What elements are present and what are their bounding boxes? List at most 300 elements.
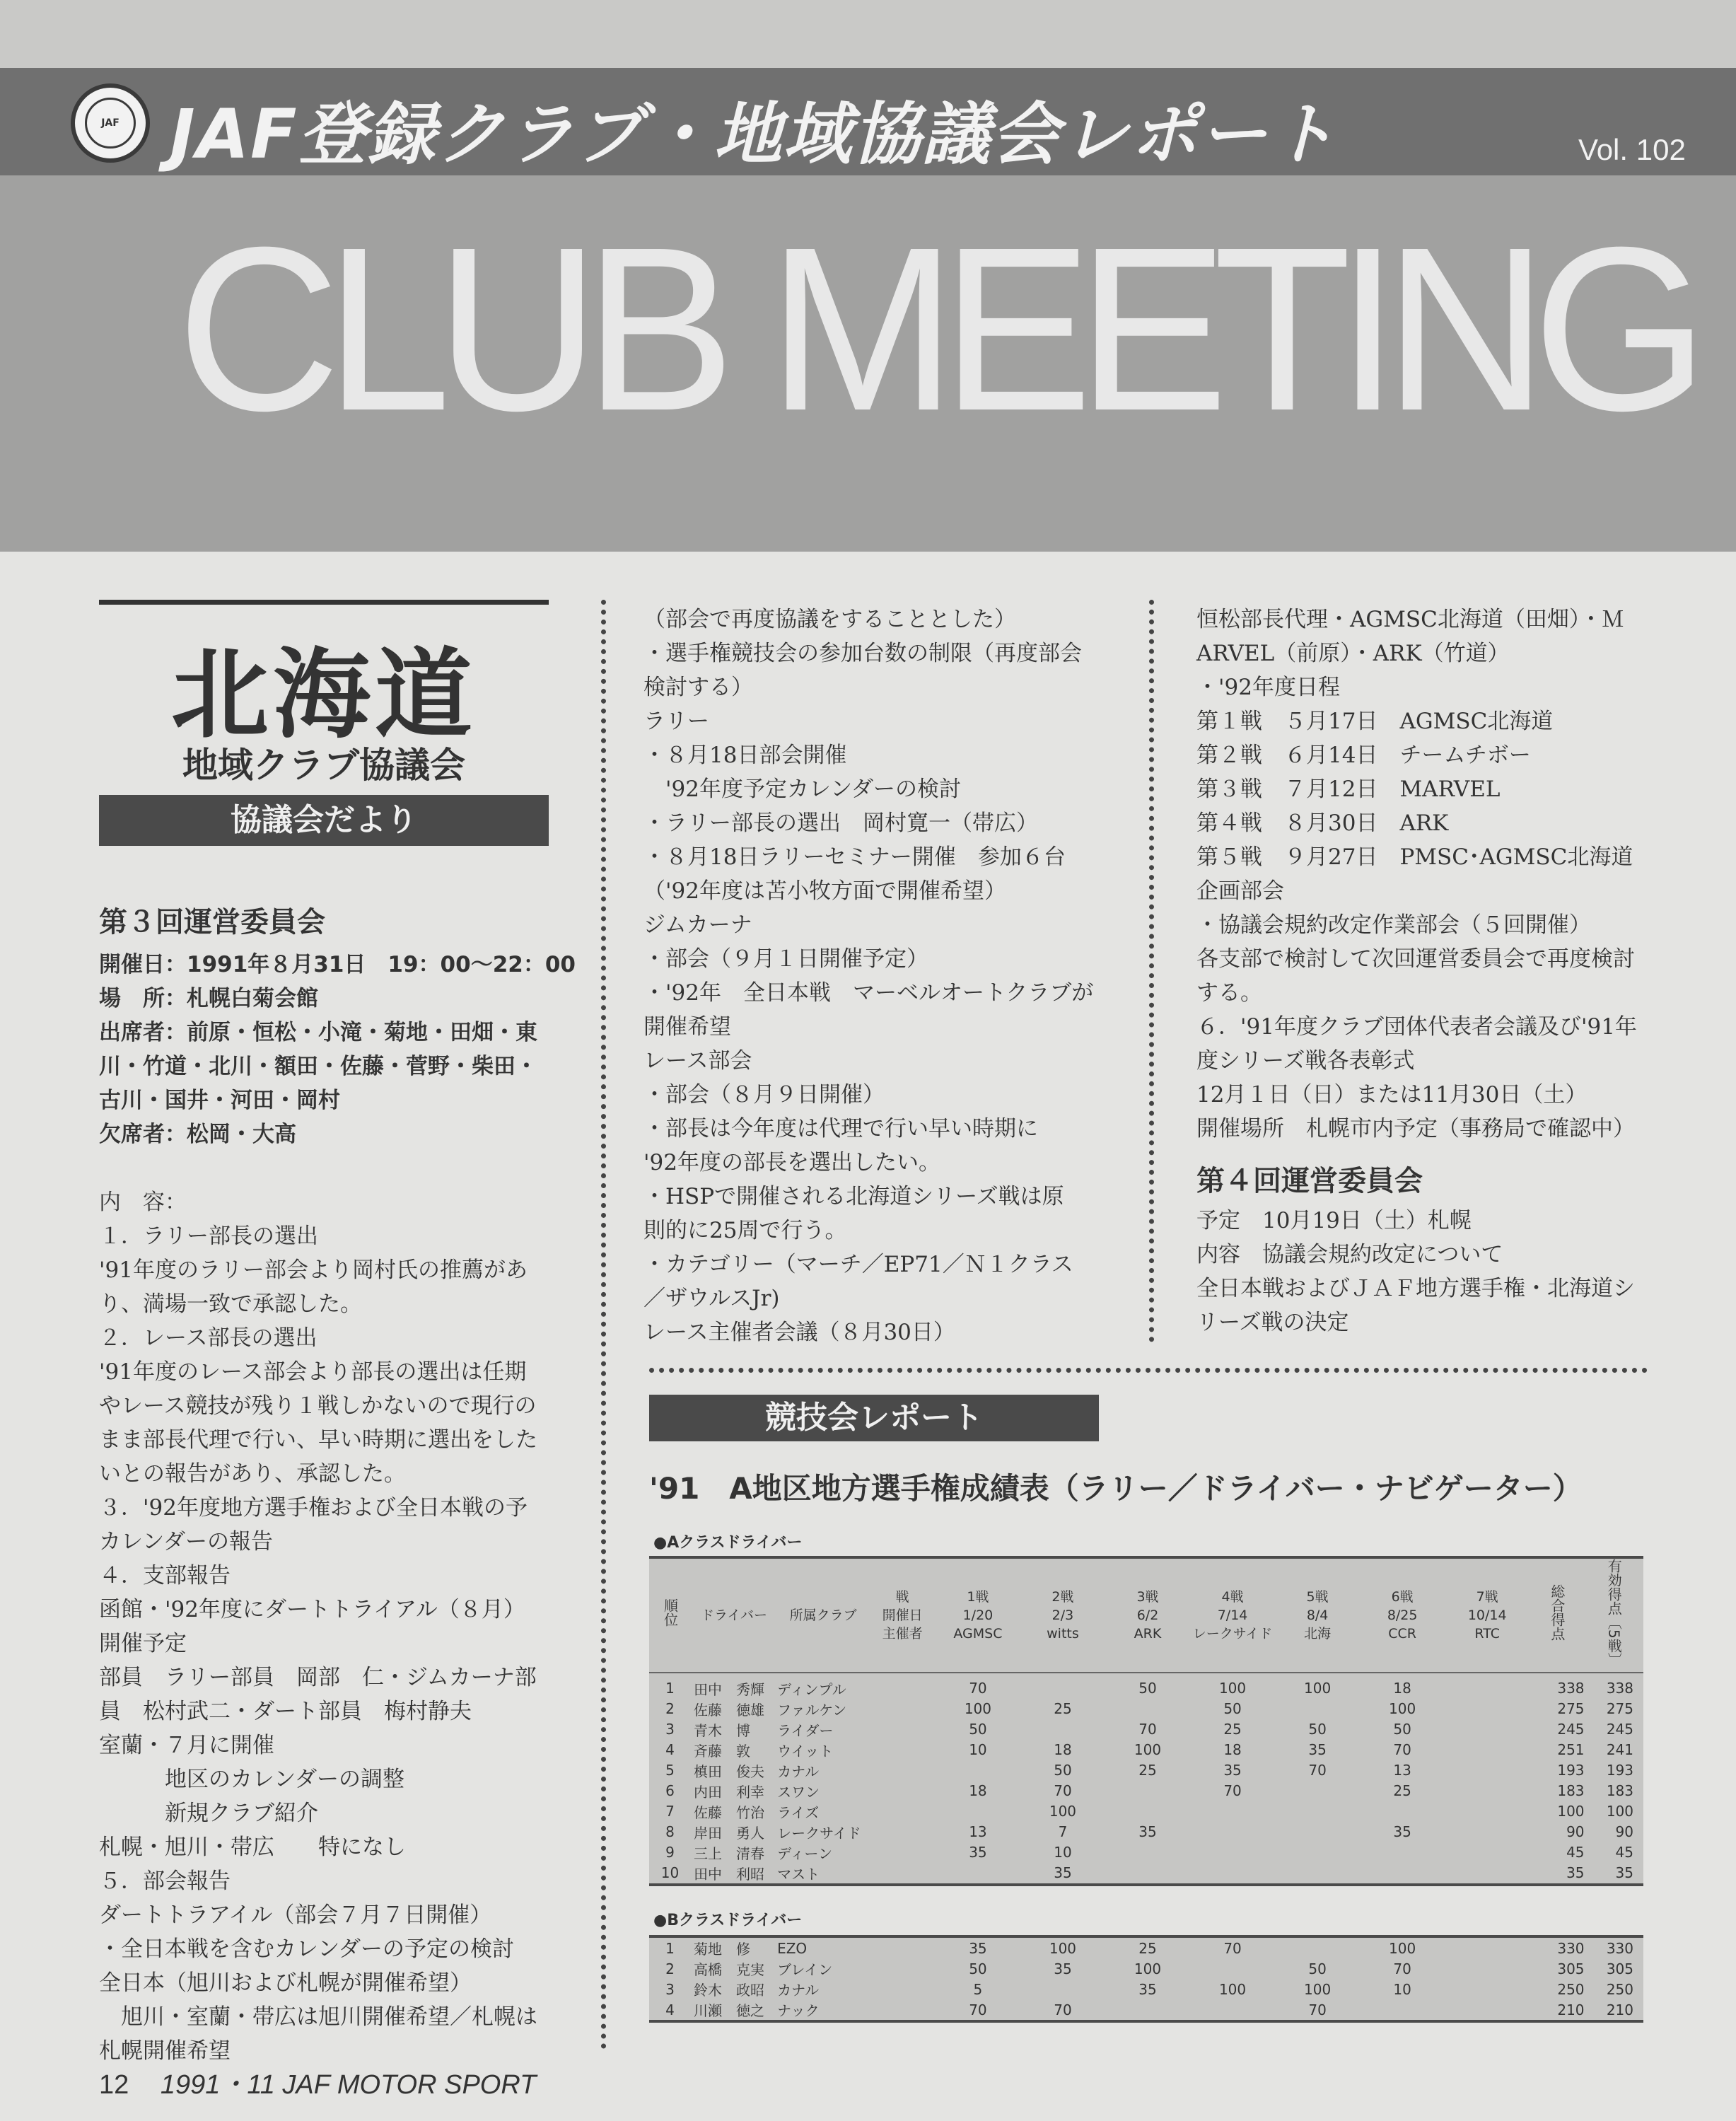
column-3-line: 開催場所 札幌市内予定（事務局で確認中） [1196, 1116, 1635, 1141]
score-cell [1360, 1842, 1445, 1863]
column-2-line: 則的に25周で行う。 [643, 1218, 847, 1243]
meeting4-heading: 第４回運営委員会 [1196, 1165, 1423, 1197]
hero-title: CLUB MEETING [177, 198, 1694, 459]
rank-cell: 3 [665, 1721, 675, 1738]
total-cell: 245 [1557, 1721, 1585, 1738]
column-2-line: 開催希望 [643, 1014, 731, 1040]
column-1-line: ダートトラアイル（部会７月７日開催） [99, 1902, 492, 1928]
column-1-line: 室蘭・７月に開催 [99, 1733, 274, 1758]
club-cell: ナック [777, 2002, 820, 2019]
column-2-line: （部会で再度協議をすることとした） [643, 607, 1016, 632]
score-cell [1445, 1678, 1530, 1699]
page-number: 12 [99, 2070, 129, 2100]
column-3-line: ６．'91年度クラブ団体代表者会議及び'91年 [1196, 1014, 1637, 1040]
score-cell [1445, 1719, 1530, 1740]
column-3-line: 12月１日（日）または11月30日（土） [1196, 1082, 1588, 1108]
meeting3-info-line: 古川・国井・河田・岡村 [99, 1088, 340, 1113]
table-row [649, 1979, 1643, 1999]
total-cell: 183 [1557, 1782, 1585, 1800]
column-3-line: 企画部会 [1196, 878, 1284, 904]
total-cell: 305 [1557, 1960, 1585, 1977]
score-cell [1190, 1863, 1275, 1883]
table-row [649, 1938, 1643, 1958]
spacer-cell [869, 1842, 936, 1863]
score-cell [1275, 1938, 1360, 1958]
column-1-line: ・全日本戦を含むカレンダーの予定の検討 [99, 1936, 514, 1962]
score-cell [1020, 1678, 1105, 1699]
column-3-line: ARVEL（前原）・ARK（竹道） [1196, 641, 1510, 666]
score-cell [1105, 1842, 1190, 1863]
score-cell: 18 [1223, 1741, 1242, 1759]
score-cell: 18 [1393, 1680, 1411, 1697]
column-2-line: ・'92年 全日本戦 マーベルオートクラブが [643, 980, 1094, 1006]
rank-cell: 10 [660, 1864, 680, 1882]
region-rule [99, 600, 549, 605]
column-2-line: '92年度予定カレンダーの検討 [643, 777, 961, 802]
valid-cell: 193 [1606, 1762, 1633, 1779]
column-2-line: ・８月18日ラリーセミナー開催 参加６台 [643, 844, 1066, 870]
column-1-line: 札幌・旭川・帯広 特になし [99, 1835, 406, 1860]
column-3-line: 第２戦 ６月14日 チームチボー [1196, 743, 1531, 768]
driver-cell: 佐藤 竹治 [694, 1803, 764, 1821]
class-b-title: ●Bクラスドライバー [653, 1912, 803, 1929]
spacer-cell [869, 1801, 936, 1822]
class-b-table [649, 1935, 1643, 2023]
region-section-box: 協議会だより [99, 795, 549, 846]
score-cell: 100 [964, 1700, 991, 1718]
score-cell: 70 [1393, 1960, 1411, 1977]
driver-cell: 岸田 勇人 [694, 1824, 764, 1842]
column-1-line: 新規クラブ紹介 [99, 1801, 318, 1826]
column-3-line: ・協議会規約改定作業部会（５回開催） [1196, 912, 1591, 938]
score-cell [1445, 1999, 1530, 2020]
column-1-line: '91年度のラリー部会より岡村氏の推薦があ [99, 1257, 528, 1283]
event-header-5: 5戦 8/4 北海 [1275, 1559, 1360, 1673]
score-cell: 100 [1218, 1680, 1247, 1697]
column-3-line: ・'92年度日程 [1196, 675, 1340, 700]
score-cell: 70 [1308, 2001, 1327, 2018]
score-cell [1275, 1863, 1360, 1883]
column-3-line: 恒松部長代理・AGMSC北海道（田畑）・Ｍ [1196, 607, 1624, 632]
score-cell [1445, 1760, 1530, 1781]
table-row [649, 1719, 1643, 1740]
column-2-line: ・部会（８月９日開催） [643, 1082, 885, 1108]
results-table-title: '91 A地区地方選手権成績表（ラリー／ドライバー・ナビゲーター） [649, 1471, 1583, 1506]
column-3-line: 第５戦 ９月27日 PMSC･AGMSC北海道 [1196, 844, 1633, 870]
score-cell: 10 [1054, 1844, 1072, 1861]
score-cell [1360, 1999, 1445, 2020]
club-cell: ファルケン [777, 1701, 847, 1719]
region-subtitle: 地域クラブ協議会 [182, 745, 465, 786]
table-row [649, 1822, 1643, 1842]
score-cell: 70 [1223, 1782, 1242, 1800]
event-header-7: 7戦 10/14 RTC [1445, 1559, 1530, 1673]
column-1-line: 内 容： [99, 1190, 187, 1215]
event-header-6: 6戦 8/25 CCR [1360, 1559, 1445, 1673]
club-cell: ディーン [777, 1844, 833, 1862]
score-cell: 50 [1393, 1721, 1411, 1738]
column-2-line: ・ラリー部長の選出 岡村寛一（帯広） [643, 810, 1038, 836]
score-cell [1360, 1801, 1445, 1822]
score-cell: 25 [1054, 1700, 1072, 1718]
column-1-line: '91年度のレース部会より部長の選出は任期 [99, 1359, 527, 1385]
event-header-4: 4戦 7/14 レークサイド [1190, 1559, 1275, 1673]
column-1-line: ２．レース部長の選出 [99, 1325, 318, 1351]
club-cell: ブレイン [777, 1961, 833, 1978]
spacer-cell [869, 1822, 936, 1842]
total-cell: 100 [1557, 1803, 1585, 1820]
valid-cell: 90 [1615, 1823, 1633, 1841]
driver-header: ドライバー [691, 1559, 777, 1673]
column-1-line: 全日本（旭川および札幌が開催希望） [99, 1970, 472, 1996]
column-2-line: ラリー [643, 709, 709, 734]
score-cell: 35 [1054, 1864, 1072, 1882]
driver-cell: 青木 博 [694, 1721, 750, 1739]
valid-cell: 183 [1606, 1782, 1633, 1800]
club-cell: スワン [777, 1783, 820, 1801]
table-row [649, 1863, 1643, 1883]
score-cell: 50 [1054, 1762, 1072, 1779]
valid-cell: 305 [1606, 1960, 1633, 1977]
score-cell: 70 [969, 2001, 987, 2018]
spacer-cell [869, 1958, 936, 1979]
column-1-line: 函館・'92年度にダートトライアル（８月） [99, 1597, 525, 1622]
score-cell [1020, 1979, 1105, 1999]
score-cell: 35 [1054, 1960, 1072, 1977]
score-cell [1445, 1781, 1530, 1801]
meeting4-line: リーズ戦の決定 [1196, 1310, 1349, 1335]
driver-cell: 斉藤 敦 [694, 1742, 750, 1760]
column-2-line: ・選手権競技会の参加台数の制限（再度部会 [643, 641, 1082, 666]
column-divider-1 [601, 600, 606, 2050]
column-3-text [1196, 603, 1637, 1146]
column-1-line: 開催予定 [99, 1631, 187, 1656]
score-cell [1445, 1938, 1530, 1958]
score-cell: 25 [1393, 1782, 1411, 1800]
driver-cell: 高橋 克実 [694, 1961, 764, 1978]
score-cell: 25 [1138, 1762, 1157, 1779]
column-3-line: する。 [1196, 980, 1262, 1006]
rank-cell: 6 [665, 1782, 675, 1800]
valid-cell: 275 [1606, 1700, 1633, 1718]
score-cell: 100 [1389, 1700, 1416, 1718]
score-cell [1105, 1699, 1190, 1719]
total-cell: 250 [1557, 1980, 1585, 1998]
class-a-table [649, 1556, 1643, 1886]
club-cell: ウイット [777, 1742, 834, 1760]
driver-cell: 槙田 俊夫 [694, 1762, 764, 1780]
score-cell: 70 [969, 1680, 987, 1697]
score-cell [1275, 1781, 1360, 1801]
score-cell: 70 [1054, 2001, 1072, 2018]
score-cell: 100 [1304, 1980, 1332, 1998]
table-row [649, 1760, 1643, 1781]
meeting4-line: 全日本戦およびＪＡＦ地方選手権・北海道シ [1196, 1276, 1635, 1301]
club-cell: EZO [777, 1939, 808, 1957]
valid-cell: 338 [1606, 1680, 1633, 1697]
valid-cell: 35 [1615, 1864, 1633, 1882]
column-1-line: 旭川・室蘭・帯広は旭川開催希望／札幌は [99, 2004, 537, 2030]
total-cell: 330 [1557, 1939, 1585, 1957]
total-cell: 193 [1557, 1762, 1585, 1779]
rank-cell: 1 [665, 1680, 675, 1697]
report-title: JAF登録クラブ・地域協議会レポート [170, 95, 1338, 174]
column-2-line: ・部会（９月１日開催予定） [643, 946, 928, 972]
column-3-line: 度シリーズ戦各表彰式 [1196, 1048, 1415, 1074]
score-cell: 35 [1393, 1823, 1411, 1841]
score-cell: 35 [1138, 1980, 1157, 1998]
spacer-cell [869, 1719, 936, 1740]
meeting3-info-line: 出席者：前原・恒松・小滝・菊地・田畑・東 [99, 1020, 537, 1045]
column-2-line: ・HSPで開催される北海道シリーズ戦は原 [643, 1184, 1064, 1209]
score-cell: 100 [1304, 1680, 1332, 1697]
column-1-line: ４．支部報告 [99, 1563, 231, 1588]
column-1-line: ３．'92年度地方選手権および全日本戦の予 [99, 1495, 528, 1521]
column-1-line: やレース競技が残り１戦しかないので現行の [99, 1393, 537, 1419]
club-cell: ディンプル [777, 1680, 846, 1698]
score-cell [1190, 1842, 1275, 1863]
spacer-cell [869, 1678, 936, 1699]
column-1-text [99, 1151, 537, 2068]
driver-cell: 鈴木 政昭 [694, 1982, 764, 1999]
club-header: 所属クラブ [777, 1559, 869, 1673]
score-cell [1190, 1801, 1275, 1822]
score-cell [1105, 1863, 1190, 1883]
table-row [649, 1999, 1643, 2020]
score-cell: 70 [1223, 1939, 1242, 1957]
score-cell [1445, 1979, 1530, 1999]
rank-cell: 1 [665, 1939, 675, 1957]
rank-cell: 8 [665, 1823, 675, 1841]
top-band [0, 0, 1736, 68]
score-cell: 35 [1223, 1762, 1242, 1779]
spacer-cell [869, 1781, 936, 1801]
magazine-issue: 1991・11 JAF MOTOR SPORT [160, 2070, 537, 2100]
column-1-line: 員 松村武二・ダート部員 梅村静夫 [99, 1699, 472, 1724]
driver-cell: 内田 利幸 [694, 1783, 764, 1801]
club-cell: レークサイド [777, 1824, 861, 1842]
score-cell [936, 1863, 1020, 1883]
meeting3-info-line: 欠席者：松岡・大高 [99, 1122, 296, 1147]
total-cell: 45 [1566, 1844, 1585, 1861]
volume-number: Vol. 102 [1578, 133, 1686, 166]
club-cell: カナル [777, 1762, 820, 1780]
club-cell: カナル [777, 1982, 820, 1999]
column-3-line: 第３戦 ７月12日 MARVEL [1196, 777, 1501, 802]
column-divider-2 [1149, 600, 1154, 1342]
event-header-2: 2戦 2/3 witts [1020, 1559, 1105, 1673]
total-header: 総合得点 [1548, 1584, 1566, 1641]
column-2-line: ジムカーナ [643, 912, 752, 938]
meeting3-heading: 第３回運営委員会 [99, 906, 325, 939]
column-1-line: 地区のカレンダーの調整 [99, 1767, 404, 1792]
table-row [649, 1699, 1643, 1719]
club-cell: ライズ [777, 1803, 820, 1821]
class-a-title: ●Aクラスドライバー [653, 1534, 803, 1552]
table-row [649, 1678, 1643, 1699]
score-cell [1445, 1740, 1530, 1760]
rank-cell: 3 [665, 1980, 675, 1998]
score-cell: 50 [1308, 1721, 1327, 1738]
meeting4-line: 予定 10月19日（土）札幌 [1196, 1208, 1472, 1233]
meeting3-info-line: 川・竹道・北川・額田・佐藤・菅野・柴田・ [99, 1054, 537, 1079]
driver-cell: 田中 秀輝 [694, 1680, 764, 1698]
score-cell: 100 [1134, 1960, 1162, 1977]
valid-cell: 241 [1606, 1741, 1633, 1759]
column-2-line: ・部長は今年度は代理で行い早い時期に [643, 1116, 1038, 1141]
valid-cell: 210 [1606, 2001, 1633, 2018]
score-cell: 50 [969, 1960, 987, 1977]
score-cell: 100 [1389, 1939, 1416, 1957]
score-cell [1275, 1822, 1360, 1842]
score-cell [936, 1760, 1020, 1781]
rank-header: 順位 [661, 1598, 679, 1627]
score-cell: 7 [1058, 1823, 1068, 1841]
score-cell [1105, 1781, 1190, 1801]
spacer-cell [869, 1699, 936, 1719]
score-cell [1275, 1842, 1360, 1863]
column-3-line: 第１戦 ５月17日 AGMSC北海道 [1196, 709, 1554, 734]
column-3-line: 各支部で検討して次回運営委員会で再度検討 [1196, 946, 1635, 972]
column-2-line: 検討する） [643, 675, 753, 700]
column-2-line: ・カテゴリー（マーチ／EP71／Ｎ１クラス [643, 1252, 1073, 1277]
score-cell: 35 [969, 1844, 987, 1861]
valid-cell: 245 [1606, 1721, 1633, 1738]
table-row [649, 1740, 1643, 1760]
table-row [649, 1801, 1643, 1822]
table-row [649, 1958, 1643, 1979]
score-cell: 25 [1138, 1939, 1157, 1957]
valid-cell: 250 [1606, 1980, 1633, 1998]
score-cell [1020, 1719, 1105, 1740]
column-1-line: 部員 ラリー部員 岡部 仁・ジムカーナ部 [99, 1665, 537, 1690]
meeting3-info [99, 948, 576, 1151]
driver-cell: 佐藤 徳雄 [694, 1701, 764, 1719]
host-label: 主催者 [882, 1625, 923, 1641]
score-cell [936, 1801, 1020, 1822]
score-cell: 35 [1308, 1741, 1327, 1759]
score-cell [1275, 1699, 1360, 1719]
driver-cell: 菊地 修 [694, 1941, 750, 1958]
spacer-cell [869, 1938, 936, 1958]
table-row [649, 1842, 1643, 1863]
score-cell: 100 [1049, 1939, 1077, 1957]
column-1-line: まま部長代理で行い、早い時期に選出をした [99, 1427, 537, 1453]
meeting3-info-line: 場 所：札幌白菊会館 [99, 986, 318, 1011]
column-2-line: （'92年度は苫小牧方面で開催希望） [643, 878, 1006, 904]
score-cell [1360, 1863, 1445, 1883]
total-cell: 275 [1557, 1700, 1585, 1718]
total-cell: 251 [1557, 1741, 1585, 1759]
score-cell [1275, 1801, 1360, 1822]
score-cell [1445, 1842, 1530, 1863]
meeting4-text [1196, 1204, 1635, 1340]
column-1-line: カレンダーの報告 [99, 1529, 273, 1555]
spacer-cell [869, 1979, 936, 1999]
score-cell: 100 [1134, 1741, 1162, 1759]
column-1-line: いとの報告があり、承認した。 [99, 1461, 406, 1487]
rank-cell: 5 [665, 1762, 675, 1779]
rank-cell: 2 [665, 1700, 675, 1718]
sen-label: 戦 [895, 1588, 909, 1605]
date-label: 開催日 [882, 1607, 923, 1623]
rank-cell: 7 [665, 1803, 675, 1820]
rank-cell: 4 [665, 2001, 675, 2018]
club-cell: マスト [777, 1865, 820, 1883]
total-cell: 90 [1566, 1823, 1585, 1841]
total-cell: 35 [1566, 1864, 1585, 1882]
score-cell: 35 [1138, 1823, 1157, 1841]
event-header-1: 1戦 1/20 AGMSC [936, 1559, 1020, 1673]
score-cell [1190, 1822, 1275, 1842]
column-1-line: 札幌開催希望 [99, 2038, 231, 2064]
column-1-line: １．ラリー部長の選出 [99, 1224, 318, 1249]
column-2-line: '92年度の部長を選出したい。 [643, 1150, 940, 1175]
score-cell [1445, 1822, 1530, 1842]
column-2-line: ／ザウルスJr) [643, 1286, 780, 1311]
competition-section-box: 競技会レポート [649, 1395, 1099, 1441]
score-cell: 50 [969, 1721, 987, 1738]
column-1-line: り、満場一致で承認した。 [99, 1291, 362, 1317]
column-1-line: ５．部会報告 [99, 1869, 231, 1894]
event-header-3: 3戦 6/2 ARK [1105, 1559, 1190, 1673]
score-cell: 13 [969, 1823, 987, 1841]
score-cell: 18 [969, 1782, 987, 1800]
valid-cell: 330 [1606, 1939, 1633, 1957]
total-cell: 338 [1557, 1680, 1585, 1697]
column-3-line: 第４戦 ８月30日 ARK [1196, 810, 1449, 836]
jaf-logo-icon: JAF [71, 83, 150, 163]
score-cell: 70 [1393, 1741, 1411, 1759]
meeting3-info-line: 開催日：1991年８月31日 19：00〜22：00 [99, 952, 576, 977]
score-cell: 5 [973, 1980, 983, 1998]
score-cell [1190, 1999, 1275, 2020]
valid-cell: 100 [1606, 1803, 1633, 1820]
score-cell [1190, 1958, 1275, 1979]
score-cell: 10 [1393, 1980, 1411, 1998]
score-cell: 50 [1223, 1700, 1242, 1718]
rank-cell: 9 [665, 1844, 675, 1861]
region-name: 北海道 [170, 638, 477, 752]
valid-cell: 45 [1615, 1844, 1633, 1861]
score-cell: 50 [1138, 1680, 1157, 1697]
score-cell [1445, 1801, 1530, 1822]
score-cell: 18 [1054, 1741, 1072, 1759]
meeting4-line: 内容 協議会規約改定について [1196, 1242, 1503, 1267]
rank-cell: 4 [665, 1741, 675, 1759]
score-cell [1445, 1863, 1530, 1883]
score-cell: 100 [1049, 1803, 1077, 1820]
driver-cell: 田中 利昭 [694, 1865, 764, 1883]
page-footer [99, 2062, 536, 2101]
event-label-header [869, 1559, 936, 1673]
spacer-cell [869, 1740, 936, 1760]
score-cell [1445, 1958, 1530, 1979]
section-divider [649, 1368, 1648, 1373]
spacer-cell [869, 1999, 936, 2020]
column-2-line: レース部会 [643, 1048, 752, 1074]
score-cell: 10 [969, 1741, 987, 1759]
score-cell: 25 [1223, 1721, 1242, 1738]
club-cell: ライダー [777, 1721, 834, 1739]
column-1-line [99, 1151, 537, 1185]
score-cell [1105, 1999, 1190, 2020]
valid-header: 有効得点〔5戦〕 [1605, 1559, 1623, 1667]
score-cell: 70 [1138, 1721, 1157, 1738]
column-2-text [643, 603, 1093, 1349]
spacer-cell [869, 1863, 936, 1883]
score-cell: 50 [1308, 1960, 1327, 1977]
